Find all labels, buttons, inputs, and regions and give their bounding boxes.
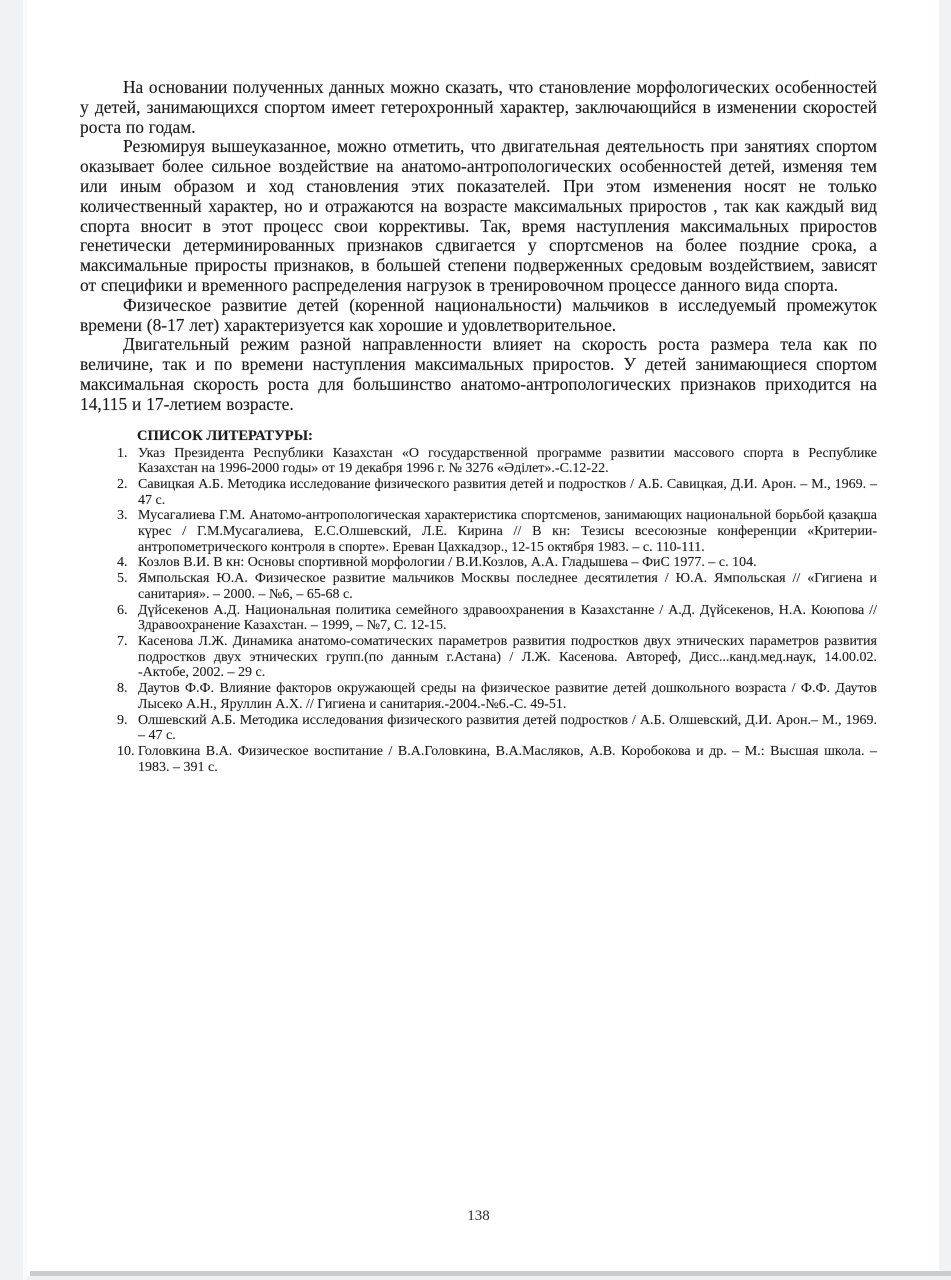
right-gutter (939, 0, 951, 1280)
page-number: 138 (467, 1208, 490, 1224)
bibliography-title: СПИСОК ЛИТЕРАТУРЫ: (137, 427, 313, 444)
left-gutter (0, 0, 27, 1280)
paragraph: Резюмируя вышеуказанное, можно отметить, что двигательная деятельность при занятиях спортом оказывает более сильное воздействие на анатомо-антропологических особенностей детей, изменяя тем или иным образом и ход становления этих показателей. При этом изменения носят не только количественный характер, но и отражаются на возрасте максимальных приростов , так как каждый вид спорта вносит в этот процесс свои коррективы. Так, время наступления максимальных приростов генетически детерминированных признаков сдвигается у спортсменов на более поздние срока, а максимальные приросты признаков, в большей степени подверженных средовым воздействием, зависят от специфики и временного распределения нагрузок в тренировочном процессе данного вида спорта. (80, 136, 877, 295)
bottom-gutter (27, 1276, 951, 1280)
reference-item: Касенова Л.Ж. Динамика анатомо-соматических параметров развития подростков двух этнических параметров развития подростков двух этнических групп.(по данным г.Астана) / Л.Ж. Касенова. Автореф, Дисс...канд.мед.наук, 14.00.02. -Актобе, 2002. – 29 с. (138, 633, 877, 681)
reference-item: Головкина В.А. Физическое воспитание / В.А.Головкина, В.А.Масляков, А.В. Коробокова и др. – М.: Высшая школа. – 1983. – 391 с. (138, 743, 877, 775)
reference-list (80, 446, 877, 776)
reference-item: Дүйсекенов А.Д. Национальная политика семейного здравоохранения в Казахстанне / А.Д. Дүйсекенов, Н.А. Коюпова // Здравоохранение Казахстан. – 1999, – №7, С. 12-15. (138, 602, 877, 634)
reference-item: Даутов Ф.Ф. Влияние факторов окружающей среды на физическое развитие детей дошкольного возраста / Ф.Ф. Даутов Лысеко А.Н., Яруллин А.Х. // Гигиена и санитария.-2004.-№6.-С. 49-51. (138, 681, 877, 712)
document-content (80, 78, 877, 775)
reference-item: Олшевский А.Б. Методика исследования физического развития детей подростков / А.Б. Олшевский, Д.И. Арон.– М., 1969. – 47 с. (138, 712, 877, 744)
reference-item: Мусагалиева Г.М. Анатомо-антропологическая характеристика спортсменов, занимающих национальной борьбой қазақша күрес / Г.М.Мусагалиева, Е.С.Олшевский, Л.Е. Кирина // В кн: Тезисы всесоюзные конференции «Критерии-антропометрического контроля в спорте». Ереван Цахкадзор., 12-15 октября 1983. – с. 110-111. (138, 508, 877, 555)
paragraph: Физическое развитие детей (коренной национальности) мальчиков в исследуемый промежуток времени (8-17 лет) характеризуется как хорошие и удовлетворительное. (80, 294, 877, 335)
reference-item: Козлов В.И. В кн: Основы спортивной морфологии / В.И.Козлов, А.А. Гладышева – ФиС 1977. – с. 104. (138, 555, 757, 571)
paragraph: Двигательный режим разной направленности влияет на скорость роста размера тела как по величине, так и по времени наступления максимальных приростов. У детей занимающиеся спортом максимальная скорость роста для большинство анатомо-антропологических признаков приходится на 14,115 и 17-летием возрасте. (80, 334, 877, 414)
reference-item: Савицкая А.Б. Методика исследование физического развития детей и подростков / А.Б. Савицкая, Д.И. Арон. – М., 1969. – 47 с. (138, 476, 877, 508)
bibliography-section (80, 428, 877, 776)
reference-item: Ямпольская Ю.А. Физическое развитие мальчиков Москвы последнее десятилетия / Ю.А. Ямпольская // «Гигиена и санитария». – 2000. – №6, – 65-68 с. (138, 571, 877, 602)
reference-item: Указ Президента Республики Казахстан «О государственной программе развитии массового спорта в Республике Казахстан на 1996-2000 годы» от 19 декабря 1996 г. № 3276 «Әділет».-С.12-22. (138, 445, 877, 477)
paragraph: На основании полученных данных можно сказать, что становление морфологических особенностей у детей, занимающихся спортом имеет гетерохронный характер, заключающийся в изменении скоростей роста по годам. (80, 77, 877, 137)
